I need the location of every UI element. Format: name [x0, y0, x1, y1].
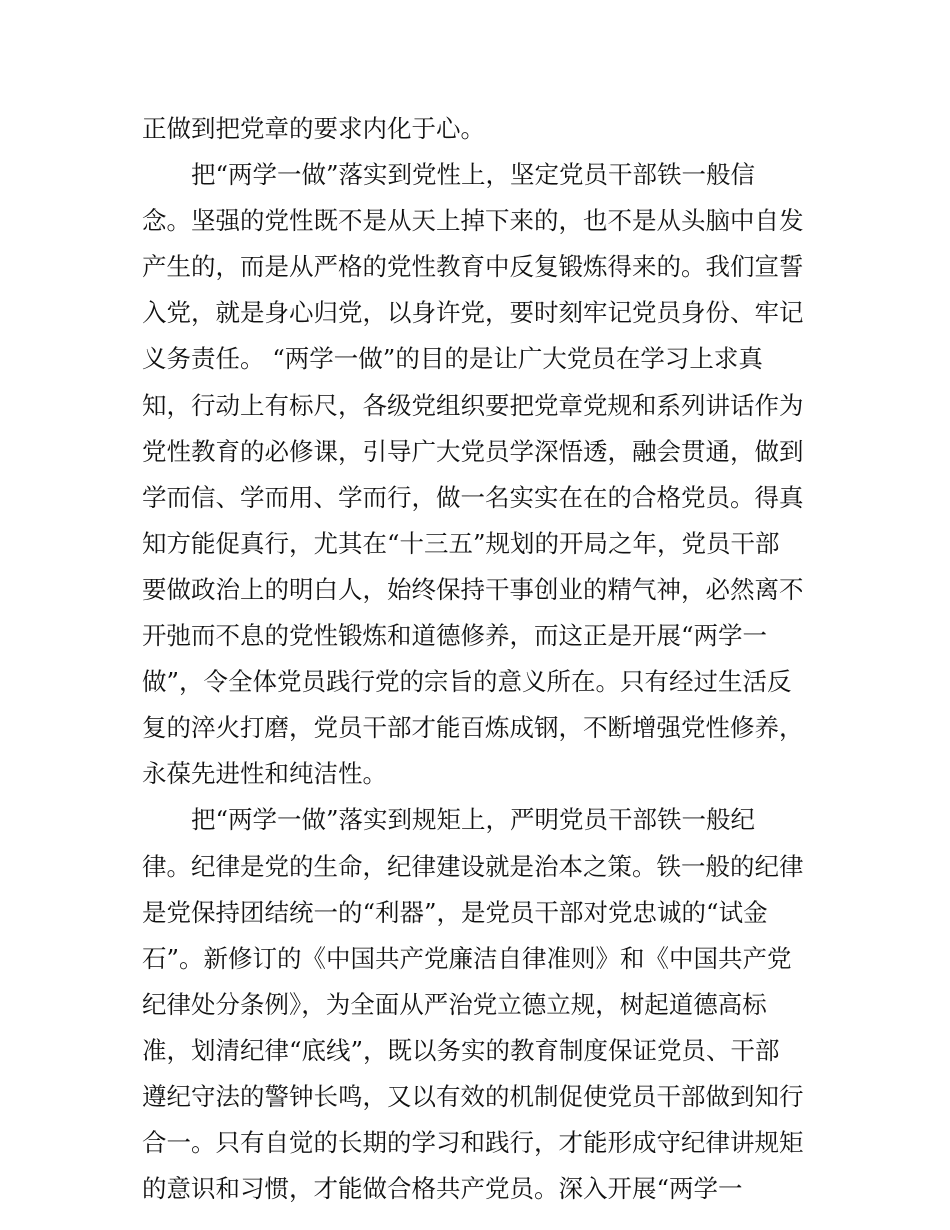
text-line: 念。坚强的党性既不是从天上掉下来的，也不是从头脑中自发 — [142, 206, 804, 236]
text-line: 义务责任。 “两学一做”的目的是让广大党员在学习上求真 — [142, 344, 763, 374]
text-line: 准，划清纪律“底线”，既以务实的教育制度保证党员、干部 — [142, 1035, 780, 1065]
text-line: 石”。新修订的《中国共产党廉洁自律准则》和《中国共产党 — [142, 943, 792, 973]
text-line: 正做到把党章的要求内化于心。 — [142, 114, 485, 143]
text-line: 做”，令全体党员践行党的宗旨的意义所在。只有经过生活反 — [142, 667, 792, 697]
text-line: 复的淬火打磨，党员干部才能百炼成钢，不断增强党性修养， — [142, 713, 804, 743]
text-line: 永葆先进性和纯洁性。 — [142, 759, 387, 789]
paragraph-start-line: 把“两学一做”落实到规矩上，严明党员干部铁一般纪 — [191, 805, 756, 835]
text-line: 律。纪律是党的生命，纪律建设就是治本之策。铁一般的纪律 — [142, 851, 804, 881]
text-line: 纪律处分条例》，为全面从严治党立德立规，树起道德高标 — [142, 989, 767, 1019]
text-line: 是党保持团结统一的“利器”，是党员干部对党忠诚的“试金 — [142, 897, 768, 927]
text-line: 合一。只有自觉的长期的学习和践行，才能形成守纪律讲规矩 — [142, 1128, 804, 1158]
text-line: 的意识和习惯，才能做合格共产党员。深入开展“两学一 — [142, 1174, 743, 1204]
text-line: 知，行动上有标尺，各级党组织要把党章党规和系列讲话作为 — [142, 390, 804, 420]
text-line: 入党，就是身心归党，以身许党，要时刻牢记党员身份、牢记 — [142, 298, 804, 328]
text-line: 党性教育的必修课，引导广大党员学深悟透，融会贯通，做到 — [142, 436, 804, 466]
text-line: 遵纪守法的警钟长鸣，又以有效的机制促使党员干部做到知行 — [142, 1081, 804, 1111]
text-line: 产生的，而是从严格的党性教育中反复锻炼得来的。我们宣誓 — [142, 252, 804, 282]
text-line: 要做政治上的明白人，始终保持干事创业的精气神，必然离不 — [142, 574, 804, 604]
paragraph-start-line: 把“两学一做”落实到党性上，坚定党员干部铁一般信 — [191, 160, 756, 190]
text-line: 知方能促真行，尤其在“十三五”规划的开局之年，党员干部 — [142, 528, 780, 558]
body-text — [142, 106, 822, 1212]
text-line: 学而信、学而用、学而行，做一名实实在在的合格党员。得真 — [142, 482, 804, 512]
text-line: 开弛而不息的党性锻炼和道德修养，而这正是开展“两学一 — [142, 621, 768, 651]
